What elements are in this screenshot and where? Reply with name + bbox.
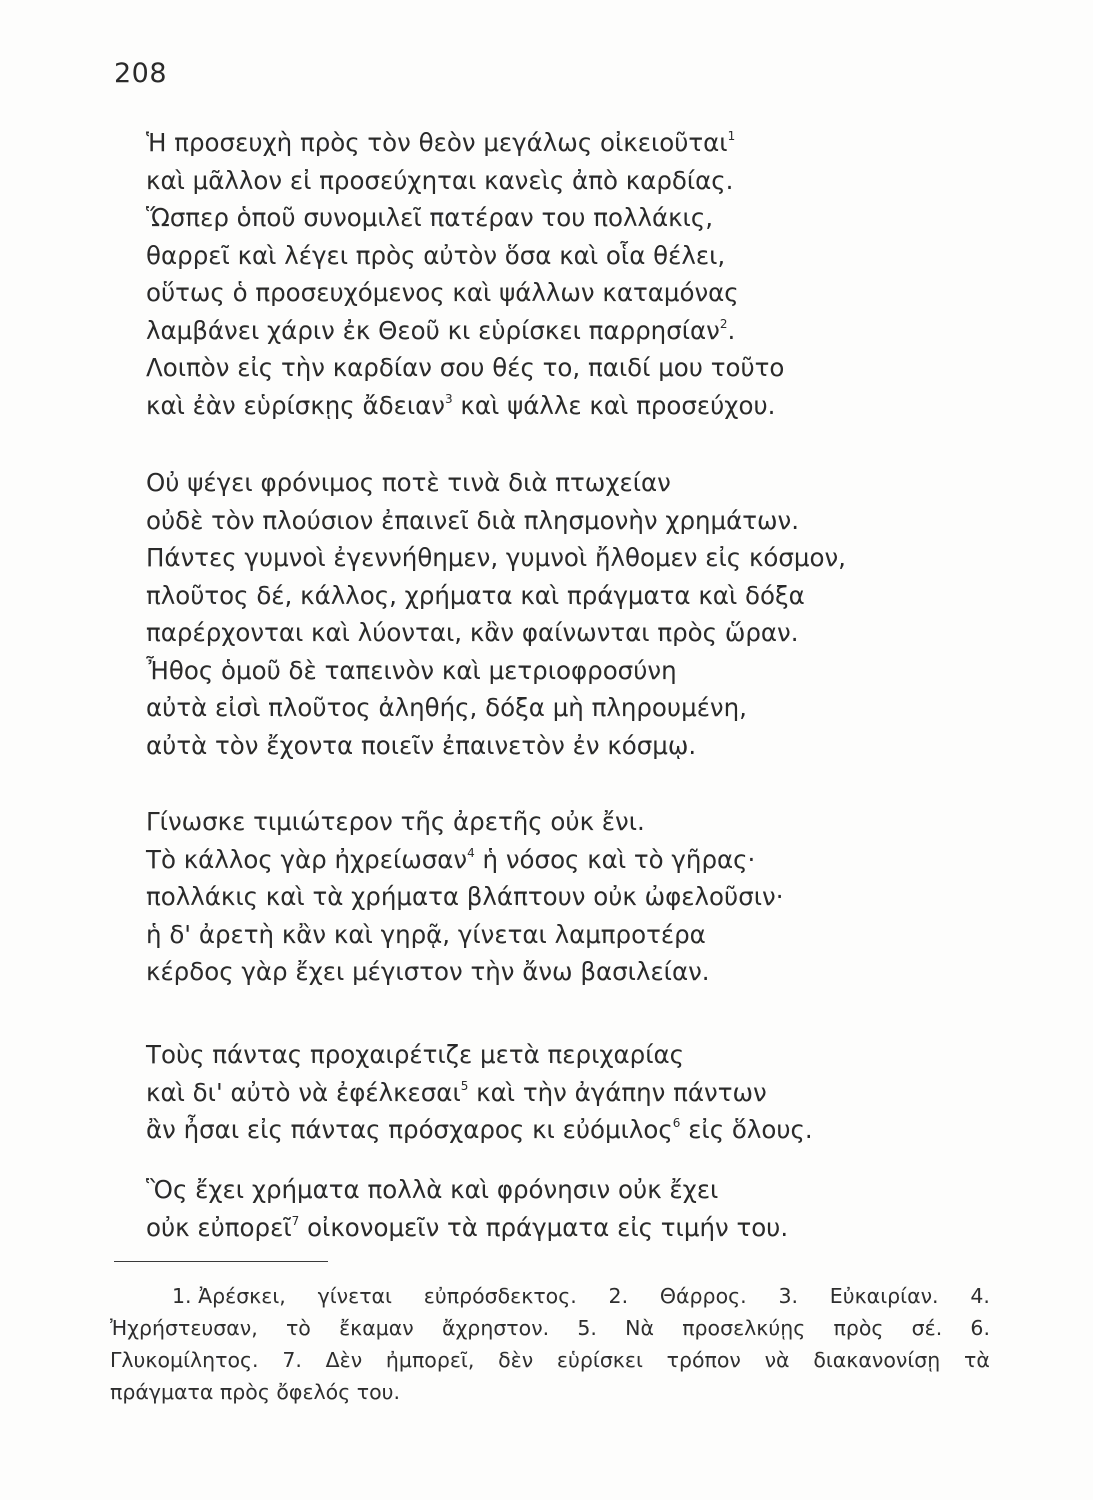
stanza-4 <box>146 1036 1046 1149</box>
stanza-1 <box>146 124 1046 424</box>
verse-line: θαρρεῖ καὶ λέγει πρὸς αὐτὸν ὅσα καὶ οἷα θέλει, <box>146 240 726 270</box>
footnote-marker: 7 <box>291 1213 300 1228</box>
verse-line: αὐτὰ εἰσὶ πλοῦτος ἀληθής, δόξα μὴ πληρουμένη, <box>146 693 747 722</box>
footnote-marker: 2 <box>719 316 728 331</box>
footnote-marker: 6 <box>672 1116 681 1130</box>
verse-line: καὶ δι' αὐτὸ νὰ ἐφέλκεσαι$^5$ καὶ τὴν ἀγάπην πάντων <box>146 1077 767 1107</box>
verse-line: οὐκ εὐπορεῖ$^7$ οἰκονομεῖν τὰ πράγματα εἰς τιμήν του. <box>146 1212 789 1242</box>
verse-line: Ἦθος ὁμοῦ δὲ ταπεινὸν καὶ μετριοφροσύνη <box>146 655 677 685</box>
footnote-line: 1. Ἀρέσκει, γίνεται εὐπρόσδεκτος. 2. Θάρρος. 3. Εὐκαιρίαν. 4. <box>172 1284 990 1308</box>
verse-line: οὐδὲ τὸν πλούσιον ἐπαινεῖ διὰ πλησμονὴν χρημάτων. <box>146 505 800 535</box>
verse-line: Τὸ κάλλος γὰρ ἠχρείωσαν$^4$ ἡ νόσος καὶ τὸ γῆρας· <box>146 844 756 874</box>
footnote-separator <box>114 1261 328 1262</box>
page-number: 208 <box>114 58 168 89</box>
verse-line: Ἡ προσευχὴ πρὸς τὸν θεὸν μεγάλως οἰκειοῦται$^1$ <box>146 128 736 157</box>
verse-line: Τοὺς πάντας προχαιρέτιζε μετὰ περιχαρίας <box>146 1040 685 1069</box>
footnote-line: Ἠχρήστευσαν, τὸ ἔκαμαν ἄχρηστον. 5. Νὰ προσελκύῃς πρὸς σέ. 6. <box>110 1316 990 1340</box>
verse-line: ἂν ἦσαι εἰς πάντας πρόσχαρος κι εὐόμιλος$^6$ εἰς ὅλους. <box>146 1115 813 1144</box>
footnote-marker: 1 <box>727 129 736 143</box>
verse-line: κέρδος γὰρ ἔχει μέγιστον τὴν ἄνω βασιλείαν. <box>146 957 710 986</box>
verse-line: Ὥσπερ ὁποῦ συνομιλεῖ πατέραν του πολλάκις, <box>146 203 714 232</box>
verse-line: καὶ μᾶλλον εἰ προσεύχηται κανεὶς ἀπὸ καρδίας. <box>146 165 734 195</box>
verse-line: Γίνωσκε τιμιώτερον τῆς ἀρετῆς οὐκ ἔνι. <box>146 807 645 836</box>
footnote-marker: 5 <box>460 1078 469 1093</box>
footnotes <box>110 1280 990 1408</box>
footnote-marker: 4 <box>467 845 475 860</box>
verse-line: πλοῦτος δέ, κάλλος, χρήματα καὶ πράγματα καὶ δόξα <box>146 580 805 610</box>
verse-line: οὕτως ὁ προσευχόμενος καὶ ψάλλων καταμόνας <box>146 278 739 307</box>
verse-line: καὶ ἐὰν εὑρίσκῃς ἄδειαν$^3$ καὶ ψάλλε καὶ προσεύχου. <box>146 390 776 420</box>
stanza-3 <box>146 803 1046 991</box>
verse-line: Οὐ ψέγει φρόνιμος ποτὲ τινὰ διὰ πτωχείαν <box>146 468 671 497</box>
verse-line: λαμβάνει χάριν ἐκ Θεοῦ κι εὑρίσκει παρρησίαν$^2$. <box>146 315 736 345</box>
footnote-line: Γλυκομίλητος. 7. Δὲν ἠμπορεῖ, δὲν εὑρίσκει τρόπον νὰ διακανονίσῃ τὰ <box>110 1348 990 1372</box>
footnote-line: πράγματα πρὸς ὄφελός του. <box>110 1380 401 1404</box>
verse-line: Ὃς ἔχει χρήματα πολλὰ καὶ φρόνησιν οὐκ ἔχει <box>146 1175 719 1204</box>
footnote-marker: 3 <box>444 391 453 406</box>
verse-line: ἡ δ' ἀρετὴ κἂν καὶ γηρᾷ, γίνεται λαμπροτέρα <box>146 919 706 949</box>
verse-line: πολλάκις καὶ τὰ χρήματα βλάπτουν οὐκ ὠφελοῦσιν· <box>146 882 784 911</box>
verse-line: Πάντες γυμνοὶ ἐγεννήθημεν, γυμνοὶ ἤλθομεν εἰς κόσμον, <box>146 543 846 572</box>
verse-line: αὐτὰ τὸν ἔχοντα ποιεῖν ἐπαινετὸν ἐν κόσμῳ. <box>146 730 697 760</box>
verse-line: παρέρχονται καὶ λύονται, κἂν φαίνωνται πρὸς ὥραν. <box>146 618 799 647</box>
verse-line: Λοιπὸν εἰς τὴν καρδίαν σου θές το, παιδί μου τοῦτο <box>146 353 785 382</box>
stanza-2 <box>146 464 1046 764</box>
stanza-5 <box>146 1171 1046 1246</box>
